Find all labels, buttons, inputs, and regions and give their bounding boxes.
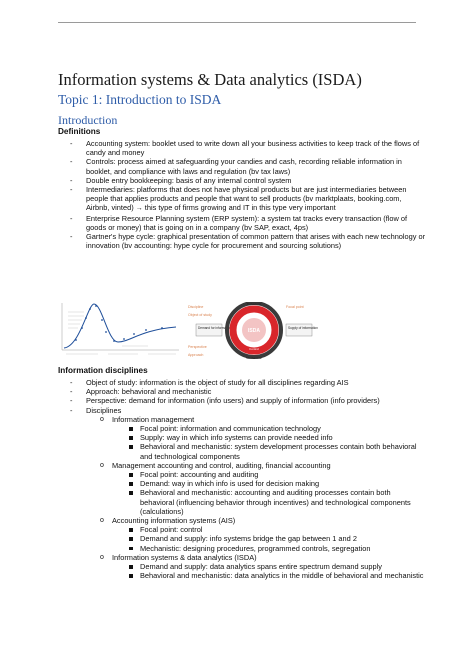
- list-item: Supply: way in which info systems can provide needed info: [112, 433, 426, 442]
- discipline-item: [86, 516, 426, 553]
- hype-cycle-figure: [58, 300, 183, 358]
- section-heading: Introduction: [58, 113, 118, 127]
- discipline-points: [112, 424, 426, 461]
- list-item: Focal point: information and communication technology: [112, 424, 426, 433]
- discipline-points: [112, 562, 426, 580]
- discipline-name: Accounting information systems (AIS): [112, 516, 236, 526]
- discipline-points: [112, 470, 426, 516]
- arrow-right-icon: →: [135, 205, 143, 213]
- discipline-item: [86, 553, 426, 581]
- list-item: Demand: way in which info is used for decision making: [112, 479, 426, 488]
- header-rule: [58, 22, 416, 23]
- discipline-sublist: [86, 415, 426, 581]
- list-item-text: Disciplines: [86, 405, 122, 415]
- disciplines-list: [58, 378, 426, 580]
- approach-label: Approach: [188, 353, 204, 357]
- behavioral-label: Behavioral: [246, 302, 262, 306]
- document-title: Information systems & Data analytics (ISDA): [58, 70, 362, 89]
- discipline-name: Information systems & data analytics (ISDA): [112, 552, 257, 562]
- list-item: Demand and supply: info systems bridge the gap between 1 and 2: [112, 534, 426, 543]
- discipline-points: [112, 525, 426, 553]
- topic-heading: Topic 1: Introduction to ISDA: [58, 92, 222, 107]
- list-item: [58, 185, 426, 214]
- demand-box-label: Demand for information: [198, 326, 232, 330]
- disciplines-heading: Information disciplines: [58, 366, 148, 375]
- list-item: Behavioral and mechanistic: data analytics in the middle of behavioral and mechanistic: [112, 571, 426, 580]
- object-of-study-label: Object of study: [188, 313, 212, 317]
- discipline-name: Management accounting and control, auditing, financial accounting: [112, 460, 331, 470]
- list-item: Mechanistic: designing procedures, programmed controls, segregation: [112, 544, 426, 553]
- list-item: - Gartner's hype cycle: graphical presentation of common pattern that arises with each new technology or innovation (bv accounting: hype cycle for procurement and sourcing solutions): [58, 232, 426, 250]
- definitions-heading: Definitions: [58, 127, 101, 136]
- list-item: - Double entry bookkeeping: basis of any internal control system: [58, 176, 426, 185]
- list-item: - Object of study: information is the object of study for all disciplines regarding AIS: [58, 378, 426, 387]
- perspective-label: Perspective: [188, 345, 207, 349]
- list-item: Focal point: control: [112, 525, 426, 534]
- list-item: - Accounting system: booklet used to write down all your business activities to keep track of the flows of candy and money: [58, 139, 426, 157]
- list-item: - Controls: process aimed at safeguarding your candies and cash, recording reliable information in booklet, and compliance with laws and regulation (bv tax laws): [58, 157, 426, 175]
- list-item: [58, 406, 426, 581]
- list-item: Behavioral and mechanistic: accounting and auditing processes contain both behavioral (influencing behavior through incentives) and technological components (calculations): [112, 488, 426, 516]
- discipline-name: Information management: [112, 414, 195, 424]
- list-item: Behavioral and mechanistic: system development processes contain both behavioral and technological components: [112, 442, 426, 460]
- discipline-label: Discipline: [188, 305, 204, 309]
- list-item: - Approach: behavioral and mechanistic: [58, 387, 426, 396]
- discipline-item: [86, 461, 426, 516]
- focal-point-label: Focal point: [286, 305, 304, 309]
- list-item-text: this type of firms growing and IT in this type very important: [144, 203, 336, 213]
- supply-box-label: Supply of information: [288, 326, 318, 330]
- list-item: Focal point: accounting and auditing: [112, 470, 426, 479]
- discipline-item: [86, 415, 426, 461]
- list-item: - Perspective: demand for information (info users) and supply of information (info providers): [58, 396, 426, 405]
- control-label: Control: [249, 347, 259, 351]
- definitions-list: [58, 139, 426, 250]
- mechanistic-label: Mechanistic: [246, 356, 262, 360]
- list-item: Demand and supply: data analytics spans entire spectrum demand supply: [112, 562, 426, 571]
- center-label: ISDA: [248, 328, 260, 334]
- list-item: - Enterprise Resource Planning system (ERP system): a system tat tracks every transaction (flow of goods or money) that is going on in a company (bv SAP, exact, 4ps): [58, 214, 426, 232]
- isda-disciplines-diagram: [182, 302, 414, 360]
- list-item-text: Intermediaries: platforms that does not have physical products but are just intermediaries between people that applies products and people that want to sell products (bv marktplaats, booking.com, Airbnb, vinted): [86, 185, 407, 213]
